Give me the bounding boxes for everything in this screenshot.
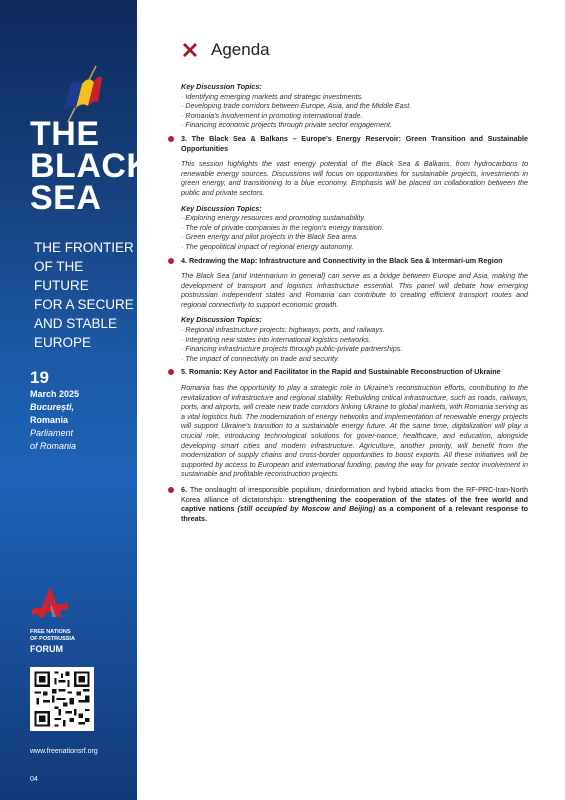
topic-bullet: · Exploring energy resources and promoting sustainability. xyxy=(181,213,366,223)
section-title: 3. The Black Sea & Balkans – Europe's Energy Reservoir: Green Transition and Sustainable Opportunities xyxy=(181,133,528,153)
venue-line: of Romania xyxy=(30,441,77,451)
section-description: The Black Sea (and Intermarium in general) can serve as a bridge between Europe and Asia, making the development of transport and logistics infrastructure essential. This panel will debate how emerging postrussian independent states and Romania can contribute to creating efficient transport routes and regional connectivity to support economic growth. xyxy=(181,271,528,309)
page-title: Agenda xyxy=(211,40,270,59)
section-title: 5. Romania: Key Actor and Facilitator in the Rapid and Sustainable Reconstruction of Ukraine xyxy=(181,367,501,377)
forum-logo-icon xyxy=(30,583,70,623)
sidebar xyxy=(0,0,152,800)
subtitle-line: OF THE FUTURE xyxy=(34,259,89,293)
cross-mark-icon xyxy=(180,40,200,60)
subtitle-line: AND STABLE xyxy=(34,316,118,331)
section-emphasis-italic: (still occupied by Moscow and Beijing) xyxy=(234,504,376,514)
section-text: The onslaught of irresponsible populism, disinformation and hybrid attacks from the RF-PRC-Iran-North Korea alliance of dictatorships: xyxy=(181,484,529,504)
bullet-dot-icon xyxy=(168,258,174,264)
topic-bullet: · The impact of connectivity on trade and security. xyxy=(181,353,340,363)
topic-bullet: · Identifying emerging markets and strategic investments. xyxy=(181,91,364,101)
section-title: 4. Redrawing the Map: Infrastructure and Connectivity in the Black Sea & Intermari-um Region xyxy=(181,255,503,265)
section-title xyxy=(181,485,528,523)
topic-bullet: · Financing economic projects through private sector engagement. xyxy=(181,120,392,130)
bullet-dot-icon xyxy=(168,136,174,142)
topic-bullet: · Regional infrastructure projects: highways, ports, and railways. xyxy=(181,325,385,335)
forum-word: FORUM xyxy=(30,644,63,654)
forum-line: OF POSTRUSSIA xyxy=(30,636,75,642)
venue-line: Parliament xyxy=(30,428,74,438)
event-title xyxy=(30,115,152,217)
date-month-year: March 2025 xyxy=(30,389,80,399)
agenda-section-6 xyxy=(168,485,528,523)
key-topics-label: Key Discussion Topics: xyxy=(181,315,262,325)
section-description: Romania has the opportunity to play a strategic role in Ukraine's reconstruction efforts, contributing to the revitalization of infrastructure and regional stability. Rebuilding critical infrastructure, such as roads, railways, ports, and airports, will create new trade corridors linking Ukraine to global markets, with Romania serving as a vital logistics hub. The modernization of energy networks and implementation of renewable energy projects will support Ukraine's transition to a sustainable energy future. At the same time, digitalization will play a crucial role, introducing technological solutions for gover-nance, healthcare, and education, alongside developing smart cities and modern infrastructure. Agriculture, another priority, will benefit from the modernization of supply chains and cross-border opportunities to boost exports. All these initiatives will be supported by access to European and international funding, paving the way for private sector involvement in sustainable and profitable reconstruction projects. xyxy=(181,383,528,479)
subtitle-line: FOR A SECURE xyxy=(34,297,134,312)
subtitle-line: THE FRONTIER xyxy=(34,240,134,255)
topic-bullet: · Financing infrastructure projects through public-private partnerships. xyxy=(181,344,403,354)
date-day: 19 xyxy=(30,368,49,387)
event-subtitle xyxy=(34,238,134,352)
event-date-location xyxy=(30,368,130,453)
country: Romania xyxy=(30,415,69,425)
topic-bullet: · The geopolitical impact of regional energy autonomy. xyxy=(181,241,354,251)
event-title-line: THE xyxy=(30,115,100,153)
key-topics-label: Key Discussion Topics: xyxy=(181,203,262,213)
agenda-section-5 xyxy=(168,367,528,377)
event-title-line: BLACK xyxy=(30,147,152,185)
topic-bullet: · Green energy and pilot projects in the Black Sea area. xyxy=(181,232,358,242)
city: București, xyxy=(30,402,75,412)
bullet-dot-icon xyxy=(168,487,174,493)
section-number: 6. xyxy=(181,484,190,494)
bullet-dot-icon xyxy=(168,369,174,375)
topic-bullet: · Romania's involvement in promoting international trade. xyxy=(181,110,363,120)
forum-name xyxy=(30,629,75,655)
forum-line: FREE NATIONS xyxy=(30,629,71,635)
section-emphasis-end: as a component of a relevant response to threats. xyxy=(181,504,528,523)
page-number: 04 xyxy=(30,776,38,783)
topic-bullet: · Developing trade corridors between Europe, Asia, and the Middle East. xyxy=(181,101,412,111)
topic-bullet: · The role of private companies in the region's energy transition. xyxy=(181,222,384,232)
agenda-section-3 xyxy=(168,134,528,153)
agenda-section-4 xyxy=(168,256,528,266)
event-title-line: SEA xyxy=(30,179,102,217)
section-emphasis: strengthening the cooperation of the states of the free world and captive nations xyxy=(181,494,528,514)
qr-code-icon[interactable] xyxy=(30,667,94,731)
subtitle-line: EUROPE xyxy=(34,335,92,350)
website-link[interactable]: www.freenationsrf.org xyxy=(30,748,98,755)
agenda-content xyxy=(168,82,528,523)
page-header xyxy=(180,38,270,62)
section-description: This session highlights the vast energy potential of the Black Sea & Balkans, from hydrocarbons to renewable energy sources. Discussions will focus on opportunities for sustainable projects, investments in green energy, and transitioning to a blue economy. Emphasis will be placed on collaboration between the public and private sectors. xyxy=(181,159,528,197)
key-topics-label: Key Discussion Topics: xyxy=(181,82,262,91)
topic-bullet: · Integrating new states into international logistics networks. xyxy=(181,334,371,344)
